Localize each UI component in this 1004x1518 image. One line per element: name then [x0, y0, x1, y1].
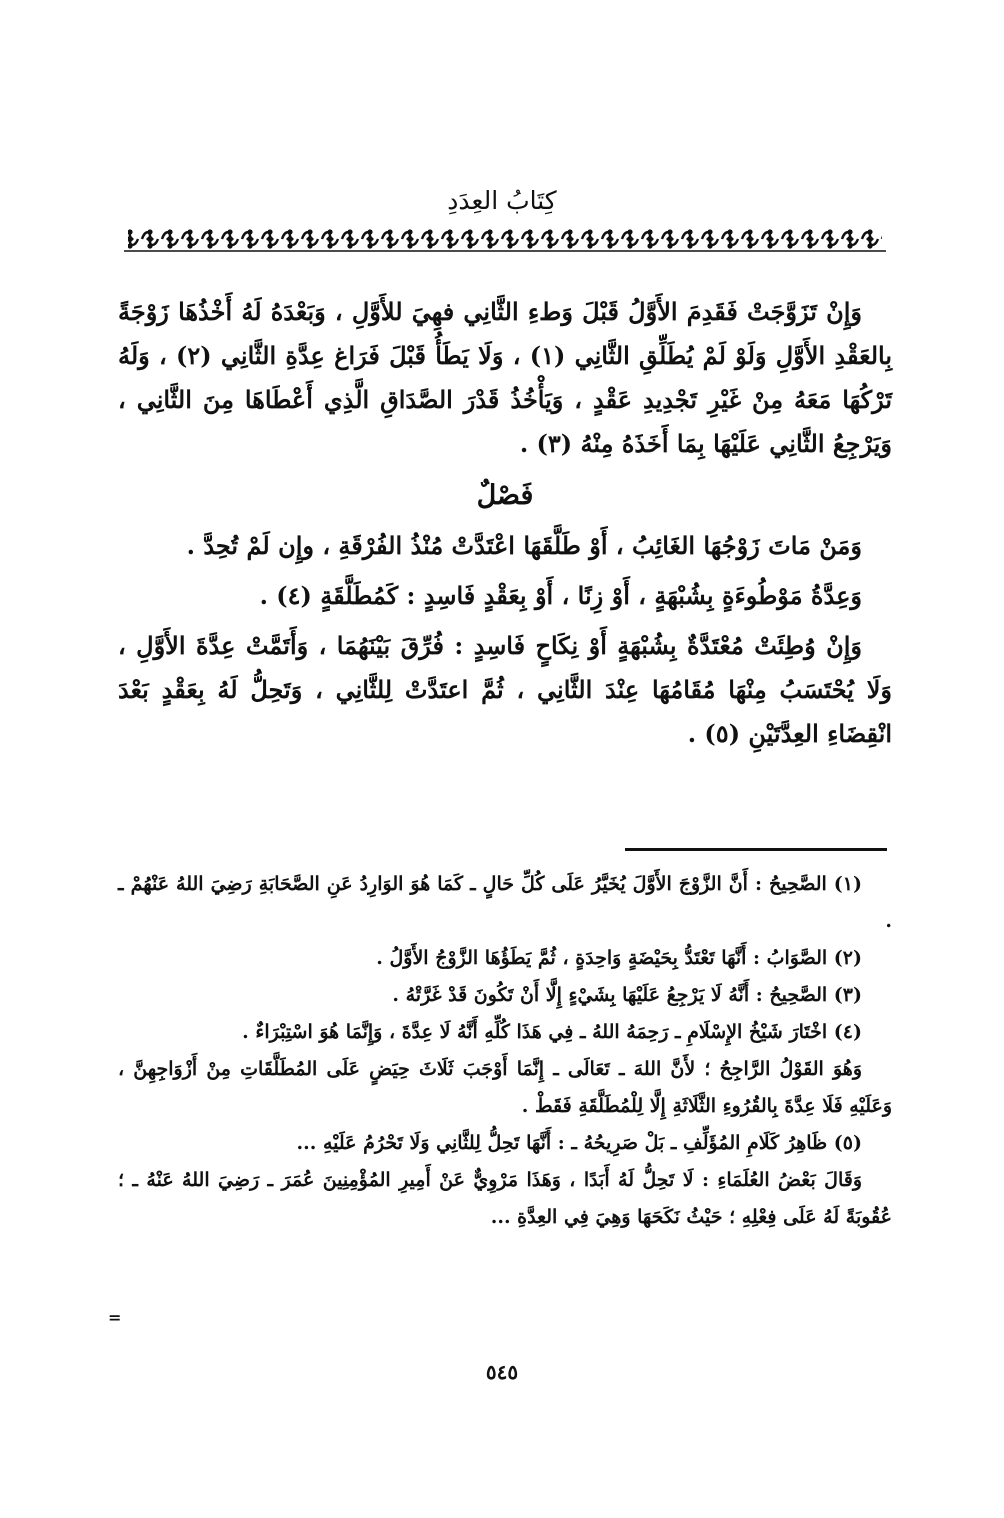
main-text: [118, 290, 892, 756]
footnote: (١) الصَّحِيحُ : أَنَّ الزَّوْجَ الأَوَّلَ يُخَيَّرُ عَلَى كُلِّ حَالٍ ـ كَمَا هُوَ الوَارِدُ عَنِ الصَّحَابَةِ رَضِيَ اللهُ عَنْهُمْ ـ .: [118, 873, 892, 932]
paragraph: وَعِدَّةُ مَوْطُوءَةٍ بِشُبْهَةٍ ، أَوْ زِنًا ، أَوْ بِعَقْدٍ فَاسِدٍ : كَمُطَلَّقَةٍ (٤) .: [259, 581, 862, 610]
running-title: كِتَابُ العِدَدِ: [447, 186, 557, 215]
footnote-separator: [625, 848, 887, 851]
paragraph: وَمَنْ مَاتَ زَوْجُهَا الغَائِبُ ، أَوْ طَلَّقَهَا اعْتَدَّتْ مُنْذُ الفُرْقَةِ ، وإِن لَمْ تُحِدَّ .: [186, 531, 862, 560]
footnote: (٢) الصَّوَابُ : أَنَّهَا تَعْتَدُّ بِحَيْضَةٍ وَاحِدَةٍ ، ثُمَّ يَطَؤُهَا الزَّوْجُ الأَوَّلُ .: [376, 947, 862, 969]
footnote-continuation: وَقَالَ بَعْضُ العُلَمَاءِ : لَا تَحِلُّ لَهُ أَبَدًا ، وَهَذَا مَرْوِيٌّ عَنْ أَمِيرِ المُؤْمِنِينَ عُمَرَ ـ رَضِيَ اللهُ عَنْهُ ـ ؛ عُقُوبَةً لَهُ عَلَى فِعْلِهِ ؛ حَيْثُ نَكَحَهَا وَهِيَ فِي العِدَّةِ ...: [118, 1169, 892, 1228]
footnote-continuation: وَهُوَ القَوْلُ الرَّاجِحُ ؛ لأَنَّ اللهَ ـ تَعَالَى ـ إِنَّمَا أَوْجَبَ ثَلَاثَ حِيَضٍ عَلَى المُطَلَّقَاتِ مِنْ أَزْوَاجِهِنَّ ، وَعَلَيْهِ فَلَا عِدَّةَ بِالقُرُوءِ الثَّلَاثَةِ إِلَّا لِلْمُطَلَّقَةِ فَقَطْ .: [118, 1058, 892, 1117]
footnote: (٤) اخْتَارَ شَيْخُ الإِسْلَامِ ـ رَحِمَهُ اللهُ ـ فِي هَذَا كُلِّهِ أَنَّهُ لَا عِدَّةَ ، وَإِنَّمَا هُوَ اسْتِبْرَاءٌ .: [242, 1021, 862, 1043]
page-number: ٥٤٥: [485, 1360, 519, 1384]
footnote: (٥) ظَاهِرُ كَلَامِ المُؤَلِّفِ ـ بَلْ صَرِيحُهُ ـ : أَنَّهَا تَحِلُّ لِلثَّانِي وَلَا تَحْرُمُ عَلَيْهِ ...: [296, 1132, 862, 1154]
paragraph: وَإِنْ تَزَوَّجَتْ فَقَدِمَ الأَوَّلُ قَبْلَ وَطءِ الثَّانِي فهِيَ للأَوَّلِ ، وَبَعْدَهُ لَهُ أَخْذُهَا زَوْجَةً بِالعَقْدِ الأَوَّلِ وَلَوْ لَمْ يُطَلِّقِ الثَّانِي (١) ، وَلَا يَطَأُ قَبْلَ فَرَاغ عِدَّةِ الثَّانِي (٢) ، وَلَهُ تَرْكُهَا مَعَهُ مِنْ غَيْرِ تَجْدِيدِ عَقْدٍ ، وَيَأْخُذُ قَدْرَ الصَّدَاقِ الَّذِي أَعْطَاهَا مِنَ الثَّانِي ، وَيَرْجِعُ الثَّانِي عَلَيْهَا بِمَا أَخَذَهُ مِنْهُ (٣) .: [118, 297, 892, 458]
paragraph: وَإِنْ وُطِئَتْ مُعْتَدَّةٌ بِشُبْهَةٍ أَوْ نِكَاحٍ فَاسِدٍ : فُرِّقَ بَيْنَهُمَا ، وَأَتَمَّتْ عِدَّةَ الأَوَّلِ ، وَلَا يُحْتَسَبُ مِنْهَا مُقَامُهَا عِنْدَ الثَّانِي ، ثُمَّ اعتَدَّتْ لِلثَّانِي ، وَتَحِلُّ لَهُ بِعَقْدٍ بَعْدَ انْقِضَاءِ العِدَّتَيْنِ (٥) .: [118, 631, 892, 748]
section-heading: فَصْلٌ: [476, 480, 534, 511]
footnote: (٣) الصَّحِيحُ : أَنَّهُ لَا يَرْجِعُ عَلَيْهَا بِشَيْءٍ إِلَّا أَنْ تَكُونَ قَدْ غَرَّتْهُ .: [392, 984, 862, 1006]
ornamental-border: [120, 226, 890, 252]
continuation-mark: =: [108, 1308, 122, 1327]
footnotes: [118, 866, 892, 1236]
